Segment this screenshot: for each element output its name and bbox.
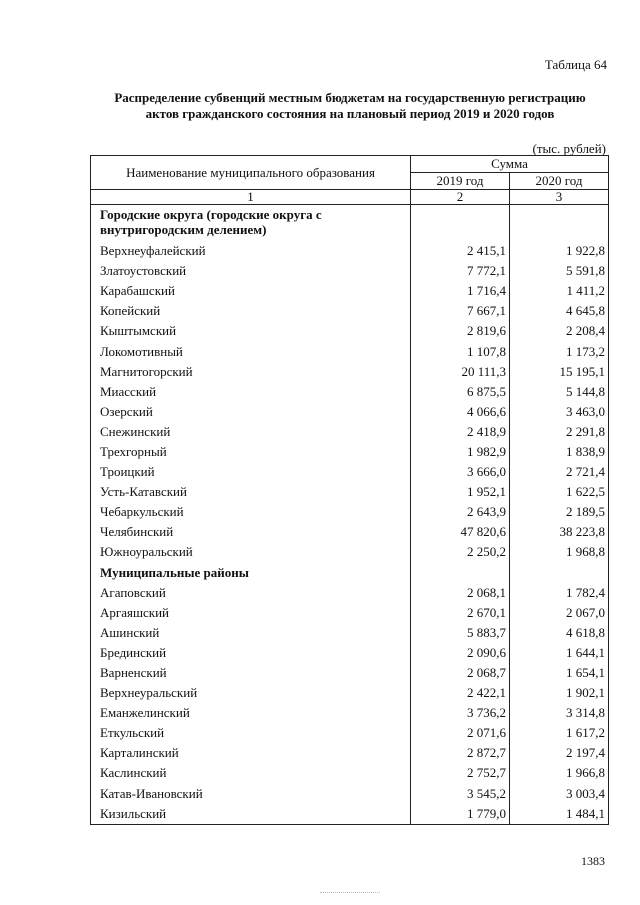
- page-title: [70, 90, 630, 122]
- row-name: Кыштымский: [91, 321, 411, 341]
- value-2020: 38 223,8: [510, 522, 609, 542]
- section-title: Городские округа (городские округа с внутригородским делением): [91, 205, 411, 242]
- section-row-municipal-districts: [91, 563, 609, 583]
- value-2019: 2 250,2: [411, 542, 510, 562]
- table-row: [91, 402, 609, 422]
- column-number-1: 1: [91, 190, 411, 205]
- value-2019: 2 071,6: [411, 723, 510, 743]
- value-2020: 2 189,5: [510, 502, 609, 522]
- table-row: [91, 241, 609, 261]
- units-label: (тыс. рублей): [532, 141, 606, 156]
- row-name: Чебаркульский: [91, 502, 411, 522]
- section-title: Муниципальные районы: [91, 563, 411, 583]
- table-row: [91, 703, 609, 723]
- header-year-2019: 2019 год: [411, 173, 510, 190]
- value-2019: 4 066,6: [411, 402, 510, 422]
- table-row: [91, 784, 609, 804]
- row-name: Агаповский: [91, 583, 411, 603]
- table-row: [91, 502, 609, 522]
- value-2019: 5 883,7: [411, 623, 510, 643]
- table-row: [91, 261, 609, 281]
- row-name: Катав-Ивановский: [91, 784, 411, 804]
- table-row: [91, 542, 609, 562]
- row-name: Еманжелинский: [91, 703, 411, 723]
- header-year-2020: 2020 год: [510, 173, 609, 190]
- page-number: 1383: [581, 854, 605, 868]
- value-2019: 2 670,1: [411, 603, 510, 623]
- value-2020: 2 721,4: [510, 462, 609, 482]
- table-number-label: Таблица 64: [544, 57, 607, 72]
- table-row: [91, 362, 609, 382]
- column-number-3: 3: [510, 190, 609, 205]
- value-2019: 3 545,2: [411, 784, 510, 804]
- row-name: Копейский: [91, 301, 411, 321]
- table-row: [91, 623, 609, 643]
- row-name: Еткульский: [91, 723, 411, 743]
- value-2020: 3 463,0: [510, 402, 609, 422]
- table-row: [91, 482, 609, 502]
- table-row: [91, 422, 609, 442]
- row-name: Миасский: [91, 382, 411, 402]
- value-2019: 1 716,4: [411, 281, 510, 301]
- value-2020: 2 208,4: [510, 321, 609, 341]
- row-name: Варненский: [91, 663, 411, 683]
- value-2019: 1 779,0: [411, 804, 510, 825]
- table-row: [91, 341, 609, 361]
- row-name: Карталинский: [91, 743, 411, 763]
- footer-divider: [320, 892, 380, 894]
- table-row: [91, 321, 609, 341]
- value-2020: 5 591,8: [510, 261, 609, 281]
- value-2019: 2 643,9: [411, 502, 510, 522]
- value-2020: 1 173,2: [510, 341, 609, 361]
- value-2019: 2 068,1: [411, 583, 510, 603]
- value-2020: 1 617,2: [510, 723, 609, 743]
- value-2019: 1 952,1: [411, 482, 510, 502]
- row-name: Южноуральский: [91, 542, 411, 562]
- value-2019: 2 872,7: [411, 743, 510, 763]
- value-2019: 7 772,1: [411, 261, 510, 281]
- row-name: Карабашский: [91, 281, 411, 301]
- value-2019: 2 752,7: [411, 763, 510, 783]
- value-2019: 1 107,8: [411, 341, 510, 361]
- section-row-city-districts: [91, 205, 609, 242]
- value-2019: 2 418,9: [411, 422, 510, 442]
- value-2020: 2 197,4: [510, 743, 609, 763]
- row-name: Кизильский: [91, 804, 411, 825]
- row-name: Трехгорный: [91, 442, 411, 462]
- value-2019: 2 819,6: [411, 321, 510, 341]
- value-2020: 4 645,8: [510, 301, 609, 321]
- header-sum: Сумма: [411, 156, 609, 173]
- row-name: Челябинский: [91, 522, 411, 542]
- value-2019: 3 666,0: [411, 462, 510, 482]
- value-2019: 7 667,1: [411, 301, 510, 321]
- table-row: [91, 382, 609, 402]
- value-2020: 15 195,1: [510, 362, 609, 382]
- row-name: Верхнеуральский: [91, 683, 411, 703]
- row-name: Верхнеуфалейский: [91, 241, 411, 261]
- row-name: Брединский: [91, 643, 411, 663]
- value-2020: 3 314,8: [510, 703, 609, 723]
- value-2020: 1 644,1: [510, 643, 609, 663]
- value-2019: 3 736,2: [411, 703, 510, 723]
- value-2019: 6 875,5: [411, 382, 510, 402]
- value-2020: 2 291,8: [510, 422, 609, 442]
- table-row: [91, 462, 609, 482]
- value-2020: 1 622,5: [510, 482, 609, 502]
- title-line-2: актов гражданского состояния на плановый период 2019 и 2020 годов: [145, 106, 555, 121]
- table-row: [91, 442, 609, 462]
- subvention-table: [90, 155, 609, 825]
- table-row: [91, 763, 609, 783]
- value-2019: 2 422,1: [411, 683, 510, 703]
- table-row: [91, 643, 609, 663]
- value-2019: 2 415,1: [411, 241, 510, 261]
- value-2020: 1 484,1: [510, 804, 609, 825]
- value-2020: 1 411,2: [510, 281, 609, 301]
- value-2020: 4 618,8: [510, 623, 609, 643]
- value-2020: 1 782,4: [510, 583, 609, 603]
- table-row: [91, 663, 609, 683]
- value-2020: 3 003,4: [510, 784, 609, 804]
- row-name: Снежинский: [91, 422, 411, 442]
- value-2020: 1 968,8: [510, 542, 609, 562]
- row-name: Троицкий: [91, 462, 411, 482]
- row-name: Локомотивный: [91, 341, 411, 361]
- value-2019: 20 111,3: [411, 362, 510, 382]
- row-name: Магнитогорский: [91, 362, 411, 382]
- value-2020: 1 966,8: [510, 763, 609, 783]
- table-row: [91, 281, 609, 301]
- value-2019: 2 068,7: [411, 663, 510, 683]
- column-number-2: 2: [411, 190, 510, 205]
- row-name: Аргаяшский: [91, 603, 411, 623]
- value-2020: 1 902,1: [510, 683, 609, 703]
- value-2020: 2 067,0: [510, 603, 609, 623]
- row-name: Усть-Катавский: [91, 482, 411, 502]
- row-name: Ашинский: [91, 623, 411, 643]
- table-row: [91, 804, 609, 825]
- table-row: [91, 683, 609, 703]
- table-row: [91, 583, 609, 603]
- table-row: [91, 723, 609, 743]
- value-2020: 1 654,1: [510, 663, 609, 683]
- value-2019: 47 820,6: [411, 522, 510, 542]
- value-2020: 5 144,8: [510, 382, 609, 402]
- table-row: [91, 743, 609, 763]
- table-row: [91, 603, 609, 623]
- value-2020: 1 838,9: [510, 442, 609, 462]
- value-2019: 2 090,6: [411, 643, 510, 663]
- header-name-column: Наименование муниципального образования: [91, 156, 411, 190]
- row-name: Озерский: [91, 402, 411, 422]
- value-2019: 1 982,9: [411, 442, 510, 462]
- value-2020: 1 922,8: [510, 241, 609, 261]
- table-row: [91, 301, 609, 321]
- table-row: [91, 522, 609, 542]
- row-name: Каслинский: [91, 763, 411, 783]
- title-line-1: Распределение субвенций местным бюджетам на государственную регистрацию: [114, 90, 586, 105]
- row-name: Златоустовский: [91, 261, 411, 281]
